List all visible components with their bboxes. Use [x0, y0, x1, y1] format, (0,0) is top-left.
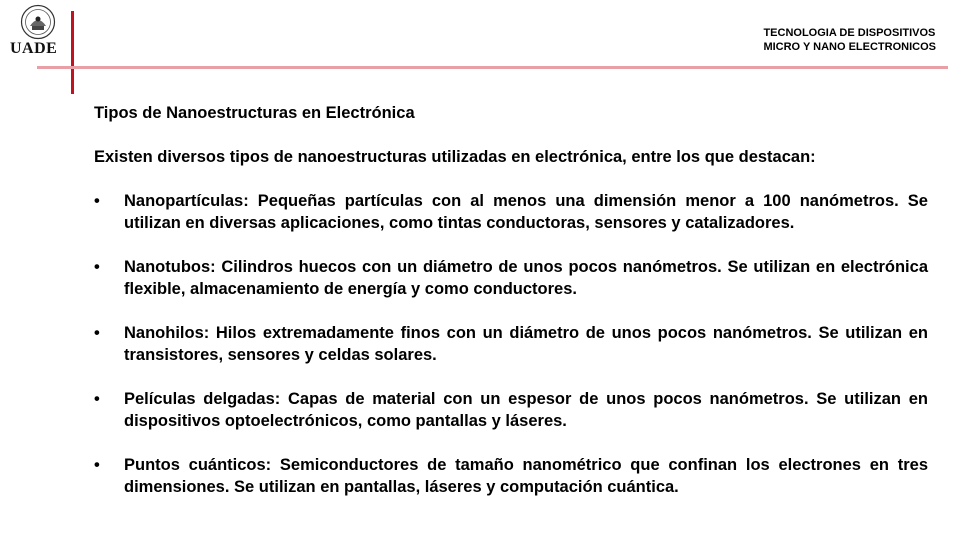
list-item — [94, 256, 928, 300]
bullet-icon: • — [94, 456, 100, 474]
list-item — [94, 322, 928, 366]
list-item — [94, 454, 928, 498]
header-vertical-rule — [71, 11, 74, 94]
list-item — [94, 388, 928, 432]
list-item-text: Nanopartículas: Pequeñas partículas con al menos una dimensión menor a 100 nanómetros. Se utilizan en diversas aplicaciones, como tintas conductoras, sensores y catalizadores. — [124, 192, 928, 232]
course-header-line2: MICRO Y NANO ELECTRONICOS — [763, 41, 936, 53]
list-item — [94, 190, 928, 234]
bullet-icon: • — [94, 324, 100, 342]
list-item-text: Puntos cuánticos: Semiconductores de tamaño nanométrico que confinan los electrones en tres dimensiones. Se utilizan en pantallas, láseres y computación cuántica. — [124, 456, 928, 496]
bullet-icon: • — [94, 258, 100, 276]
course-header — [763, 26, 936, 54]
logo-text: UADE — [10, 40, 58, 57]
list-item-text: Películas delgadas: Capas de material con un espesor de unos pocos nanómetros. Se utilizan en dispositivos optoelectrónicos, como pantallas y láseres. — [124, 390, 928, 430]
bullet-list — [94, 190, 928, 498]
bullet-icon: • — [94, 390, 100, 408]
slide-intro: Existen diversos tipos de nanoestructuras utilizadas en electrónica, entre los que destacan: — [94, 148, 816, 166]
list-item-text: Nanohilos: Hilos extremadamente finos con un diámetro de unos pocos nanómetros. Se utilizan en transistores, sensores y celdas solares. — [124, 324, 928, 364]
header-horizontal-rule — [37, 66, 948, 69]
bullet-icon: • — [94, 192, 100, 210]
uade-logo — [10, 4, 66, 58]
slide-content — [94, 102, 928, 520]
list-item-text: Nanotubos: Cilindros huecos con un diámetro de unos pocos nanómetros. Se utilizan en electrónica flexible, almacenamiento de energía y como conductores. — [124, 258, 928, 298]
course-header-line1: TECNOLOGIA DE DISPOSITIVOS — [763, 27, 936, 39]
university-seal-icon — [20, 4, 56, 40]
slide-title: Tipos de Nanoestructuras en Electrónica — [94, 104, 415, 122]
